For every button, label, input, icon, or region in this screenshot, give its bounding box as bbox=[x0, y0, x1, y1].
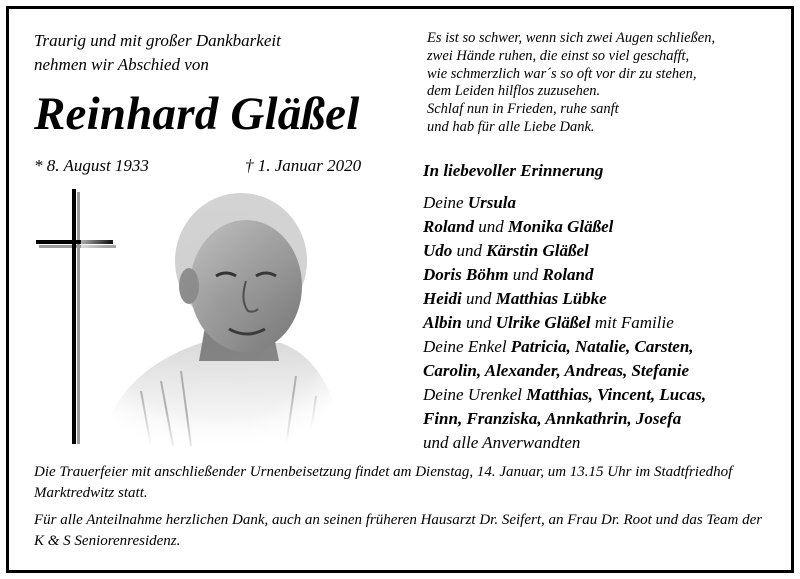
family-row bbox=[423, 431, 706, 455]
row-names: Matthias Lübke bbox=[495, 289, 607, 308]
family-row bbox=[423, 263, 706, 287]
family-row bbox=[423, 311, 706, 335]
row-names: Matthias, Vincent, Lucas, bbox=[526, 385, 707, 404]
row-prefix: Deine bbox=[423, 193, 468, 212]
family-row bbox=[423, 383, 706, 407]
poem-line: Es ist so schwer, wenn sich zwei Augen schließen, bbox=[427, 30, 716, 46]
row-names: Kärstin Gläßel bbox=[486, 241, 589, 260]
row-prefix: und alle Anverwandten bbox=[423, 433, 581, 452]
family-row bbox=[423, 191, 706, 215]
poem-line: Schlaf nun in Frieden, ruhe sanft bbox=[427, 101, 619, 118]
death-date: † 1. Januar 2020 bbox=[245, 156, 362, 175]
obituary-notice bbox=[6, 6, 794, 573]
intro-line-2: nehmen wir Abschied von bbox=[34, 55, 209, 74]
row-prefix: Deine Enkel bbox=[423, 337, 511, 356]
row-names: Finn, Franziska, Annkathrin, Josefa bbox=[423, 409, 682, 428]
funeral-service-text: Die Trauerfeier mit anschließender Urnenbeisetzung findet am Dienstag, 14. Januar, um 13.15 Uhr im Stadtfriedhof Marktredwitz statt. bbox=[34, 464, 733, 501]
row-names: Roland bbox=[423, 217, 475, 236]
row-names: Roland bbox=[542, 265, 594, 284]
row-names: Udo bbox=[423, 241, 453, 260]
family-row bbox=[423, 335, 706, 359]
intro-line-1: Traurig und mit großer Dankbarkeit bbox=[34, 31, 281, 50]
family-row bbox=[423, 359, 706, 383]
row-joiner: und bbox=[508, 265, 543, 284]
row-names: Carolin, Alexander, Andreas, Stefanie bbox=[423, 361, 690, 380]
birth-date: * 8. August 1933 bbox=[34, 156, 149, 175]
family-row bbox=[423, 407, 706, 431]
row-joiner: und bbox=[461, 313, 496, 332]
portrait-photo bbox=[81, 181, 351, 446]
poem bbox=[427, 30, 715, 137]
poem-line: zwei Hände ruhen, die einst so viel geschafft, bbox=[427, 47, 690, 64]
row-names: Monika Gläßel bbox=[508, 217, 614, 236]
row-names: Ulrike Gläßel bbox=[495, 313, 591, 332]
family-list bbox=[423, 159, 706, 455]
family-row bbox=[423, 239, 706, 263]
row-names: Ursula bbox=[467, 193, 517, 212]
poem-line: und hab für alle Liebe Dank. bbox=[427, 118, 595, 135]
row-names: Doris Böhm bbox=[423, 265, 509, 284]
row-joiner: und bbox=[452, 241, 487, 260]
row-names: Patricia, Natalie, Carsten, bbox=[510, 337, 694, 356]
poem-line: wie schmerzlich war´s so oft vor dir zu stehen, bbox=[427, 65, 697, 82]
intro-text bbox=[34, 29, 281, 77]
row-names: Heidi bbox=[423, 289, 462, 308]
poem-line: dem Leiden hilflos zuzusehen. bbox=[427, 83, 601, 100]
family-row bbox=[423, 215, 706, 239]
row-joiner: und bbox=[474, 217, 509, 236]
thanks-text: Für alle Anteilnahme herzlichen Dank, auch an seinen früheren Hausarzt Dr. Seifert, an Frau Dr. Root und das Team der K & S Seniorenresidenz. bbox=[34, 512, 763, 549]
family-row bbox=[423, 287, 706, 311]
row-joiner: und bbox=[461, 289, 496, 308]
deceased-name: Reinhard Gläßel bbox=[34, 88, 360, 140]
row-names: Albin bbox=[423, 313, 462, 332]
row-prefix: Deine Urenkel bbox=[423, 385, 527, 404]
row-suffix: mit Familie bbox=[590, 313, 674, 332]
family-list-title: In liebevoller Erinnerung bbox=[423, 161, 604, 180]
